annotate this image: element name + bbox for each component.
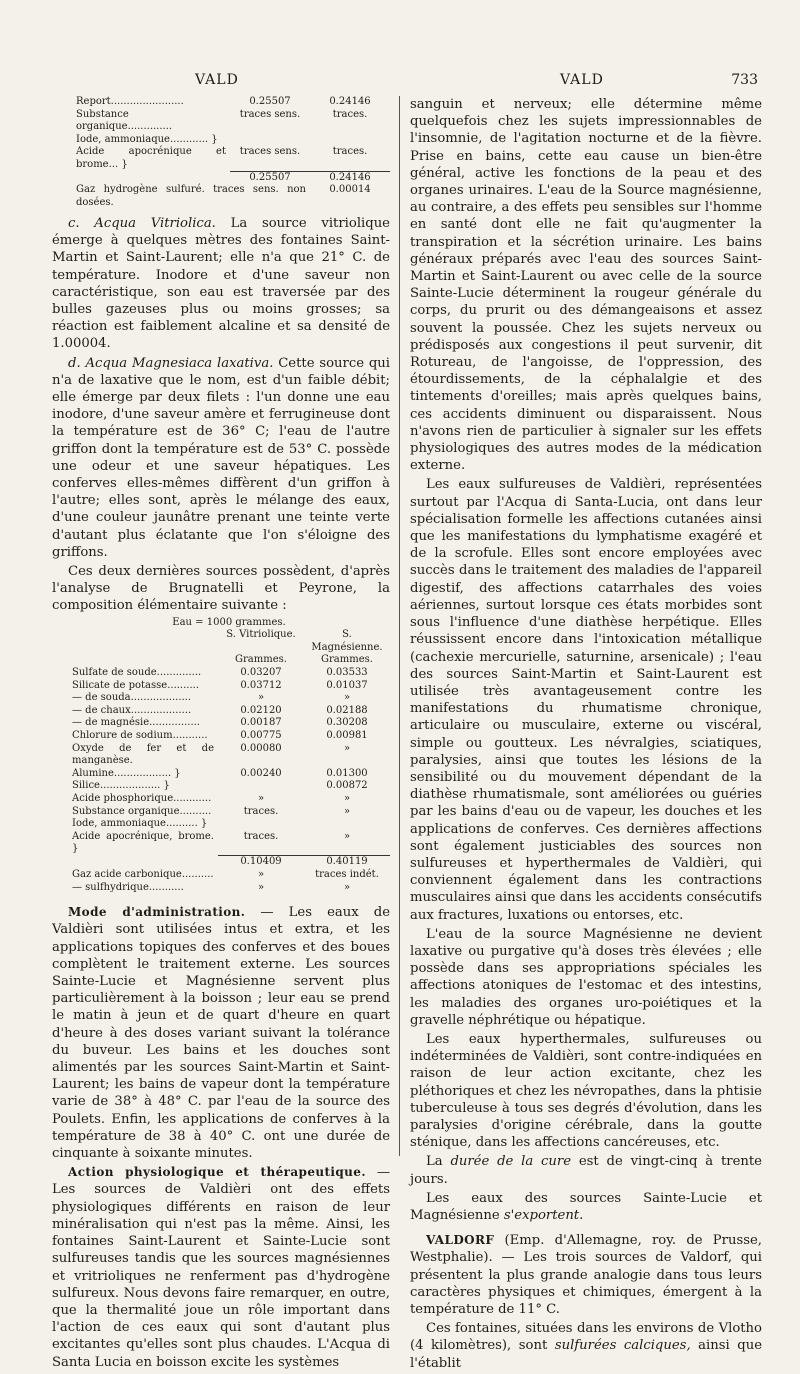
- table-total-row: 0.25507 0.24146: [72, 171, 390, 184]
- left-column: [52, 96, 390, 1373]
- paragraph-composition-intro: Ces deux dernières sources possèdent, d'après l'analyse de Brugnatelli et Peyrone, la composition élémentaire suivante :: [52, 564, 390, 614]
- table-row: Silicate de potasse.......... 0.03712 0.01037: [72, 679, 368, 691]
- paragraph-acqua-magnesiaca: d. Acqua Magnesiaca laxativa. Cette source qui n'a de laxative que le nom, est d'un faible débit; elle émerge par deux filets : l'un donne une eau inodore, d'une saveur amère et ferrugineuse dont la température est de 36° C; l'eau de l'autre griffon dont la température est de 53° C. possède une odeur et une saveur hépatiques. Les conferves elles-mêmes diffèrent d'un griffon à l'autre; elles sont, après le mélange des eaux, d'une couleur jaunâtre prenant une teinte verte d'autant plus éclatante que l'on s'éloigne des griffons.: [52, 355, 390, 560]
- table-row: Iode, ammoniaque............ }: [76, 133, 218, 145]
- table-unit-row: Grammes. Grammes.: [235, 654, 373, 666]
- table-row: — de souda................... » »: [72, 692, 351, 704]
- column-divider: [399, 96, 400, 1156]
- table-row: Chlorure de sodium........... 0.00775 0.00981: [72, 730, 368, 742]
- table-gas-row: — sulfhydrique........... » »: [72, 881, 351, 893]
- paragraph-magnesienne: L'eau de la source Magnésienne ne devient laxative ou purgative qu'à doses très élevées ; elle possède dans ses appropriations spéciales les affections atoniques de l'estomac et des intestins, les maladies des organes uro-poiétiques et la gravelle néphrétique ou hépatique.: [410, 926, 762, 1028]
- paragraph-action-physiologique: Action physiologique et thérapeutique. — Les sources de Valdièri ont des effets physiologiques différents en raison de leur minéralisation qui n'est pas la même. Ainsi, les fontaines Saint-Laurent et Sainte-Lucie sont sulfureuses tandis que les sources magnésiennes et vritrioliques ne renferment pas d'hydrogène sulfureux. Nous devons faire remarquer, en outre, que la thermalité joue un rôle important dans l'action de ces eaux qui sont d'autant plus excitantes qu'elles sont plus chaudes. L'Acqua di Santa Lucia en boisson excite les systèmes: [52, 1165, 390, 1370]
- paragraph-duree-cure: La durée de la cure est de vingt-cinq à trente jours.: [410, 1154, 762, 1187]
- table-row: — de magnésie................ 0.00187 0.30208: [72, 717, 368, 729]
- table-row: Acide apocrénique, brome. } traces. »: [72, 830, 351, 855]
- table-row: Oxyde de fer et de manganèse. 0.00080 »: [72, 742, 351, 767]
- table-caption-row: Eau = 1000 grammes.: [172, 616, 286, 628]
- table-row: Silice................... } 0.00872: [72, 780, 368, 792]
- paragraph-contre-indications: Les eaux hyperthermales, sulfureuses ou indéterminées de Valdièri, sont contre-indiquées en raison de leur action excitante, chez les pléthoriques et chez les névropathes, dans la phtisie tuberculeuse à tous ses degrés d'évolution, dans les paralysies d'origine cérébrale, dans la goutte sténique, dans les affections cancéreuses, etc.: [410, 1031, 762, 1151]
- table-row: Acide phosphorique............ » »: [72, 792, 351, 804]
- table-header-row: S. Vitriolique. S. Magnésienne.: [226, 629, 383, 653]
- analysis-table-continued: [72, 96, 390, 209]
- paragraph-valdorf: VALDORF (Emp. d'Allemagne, roy. de Prusse, Westphalie). — Les trois sources de Valdorf, qui présentent la plus grande analogie dans tous leurs caractères physiques et chimiques, émergent à la température de 11° C.: [410, 1233, 762, 1318]
- running-head-left: VALD: [195, 72, 239, 88]
- table-row: Sulfate de soude.............. 0.03207 0.03533: [72, 667, 368, 679]
- table-row: Alumine.................. } 0.00240 0.01300: [72, 767, 368, 779]
- table-total-row: 0.10409 0.40119: [68, 856, 390, 869]
- table-gas-row: Gaz hydrogène sulfuré. traces sens. non dosées. 0.00014: [76, 184, 371, 208]
- table-row: Iode, ammoniaque.......... }: [72, 818, 208, 830]
- table-row: Report....................... 0.25507 0.24146: [76, 96, 371, 107]
- table-row: Substance organique.............. traces sens. traces.: [76, 108, 368, 132]
- page-number: 733: [731, 72, 758, 88]
- paragraph-effects-continued: sanguin et nerveux; elle détermine même quelquefois chez les sujets impressionnables de l'insomnie, de l'agitation nocturne et de la fièvre. Prise en bains, cette eau cause un bien-être général, active les fonctions de la peau et des organes urinaires. L'eau de la Source magnésienne, au contraire, a des effets peu sensibles sur l'homme en santé dont elle ne fait qu'augmenter la transpiration et la sécrétion urinaire. Les bains généraux préparés avec l'eau des sources Saint-Martin et Saint-Laurent ou avec celle de la source Sainte-Lucie déterminent la rougeur générale du corps, du prurit ou des démangeaisons et assez souvent la poussée. Chez les sujets nerveux ou prédisposés aux congestions il peut survenir, dit Rotureau, de l'angoisse, de l'oppression, des étourdissements, de la céphalalgie et des tintements d'oreilles; mais après quelques bains, ces accidents diminuent ou disparaissent. Nous n'avons rien de particulier à signaler sur les effets physiologiques des autres modes de la médication externe.: [410, 97, 762, 474]
- table-row: Substance organique.......... traces. »: [72, 805, 351, 817]
- right-column: [410, 96, 762, 1374]
- table-row: Acide apocrénique et brome... } traces sens. traces.: [76, 146, 368, 170]
- table-row: — de chaux................... 0.02120 0.02188: [72, 704, 368, 716]
- table-gas-row: Gaz acide carbonique.......... » traces indét.: [72, 869, 379, 881]
- composition-table: [68, 617, 390, 895]
- paragraph-indications: Les eaux sulfureuses de Valdièri, représentées surtout par l'Acqua di Santa-Lucia, ont dans leur spécialisation formelle les affections cutanées ainsi que les manifestations du lymphatisme exagéré et de la scrofule. Elles sont encore employées avec succès dans le traitement des maladies de l'appareil digestif, des affections catarrhales des voies aériennes, surtout lorsque ces états morbides sont sous l'influence d'une diathèse herpétique. Elles réussissent encore dans l'intoxication métallique (cachexie mercurielle, saturnine, arsenicale) ; l'eau des sources Saint-Martin et Saint-Laurent est utilisée très avantageusement contre les manifestations du rhumatisme chronique, articulaire ou musculaire, externe ou viscéral, simple ou goutteux. Les névralgies, sciatiques, paralysies, ainsi que toutes les lésions de la sensibilité ou du mouvement dépendant de la diathèse rhumatismale, sont améliorées ou guéries par les bains d'eau ou de vapeur, les douches et les applications de conferves. Ces dernières affections sont également justiciables des sources non sulfureuses et hyperthermales de Valdièri, qui conviennent également dans les contractions musculaires ainsi que dans les accidents consécutifs aux fractures, luxations ou entorses, etc.: [410, 477, 762, 923]
- paragraph-export: Les eaux des sources Sainte-Lucie et Magnésienne s'exportent.: [410, 1190, 762, 1223]
- paragraph-valdorf-fontaines: Ces fontaines, situées dans les environs de Vlotho (4 kilomètres), sont sulfurées calciques, ainsi que l'établit: [410, 1321, 762, 1371]
- paragraph-acqua-vitriolica: c. Acqua Vitriolica. La source vitriolique émerge à quelques mètres des fontaines Saint-Martin et Saint-Laurent; elle n'a que 21° C. de température. Inodore et d'une saveur non caractéristique, son eau est traversée par des bulles gazeuses plus ou moins grosses; sa réaction est faiblement alcaline et sa densité de 1.00004.: [52, 216, 390, 352]
- paragraph-mode-administration: Mode d'administration. — Les eaux de Valdièri sont utilisées intus et extra, et les applications topiques des conferves et des boues complètent le traitement externe. Les sources Sainte-Lucie et Magnésienne servent plus particulièrement à la boisson ; leur eau se prend le matin à jeun et de quart d'heure en quart d'heure à des doses variant suivant la tolérance du buveur. Les bains et les douches sont alimentés par les sources Saint-Martin et Saint-Laurent; les bains de vapeur dont la température varie de 38° à 48° C. par l'eau de la source des Poulets. Enfin, les applications de conferves à la température de 38 à 40° C. ont une durée de cinquante à soixante minutes.: [52, 905, 390, 1162]
- running-head-right: VALD: [560, 72, 604, 88]
